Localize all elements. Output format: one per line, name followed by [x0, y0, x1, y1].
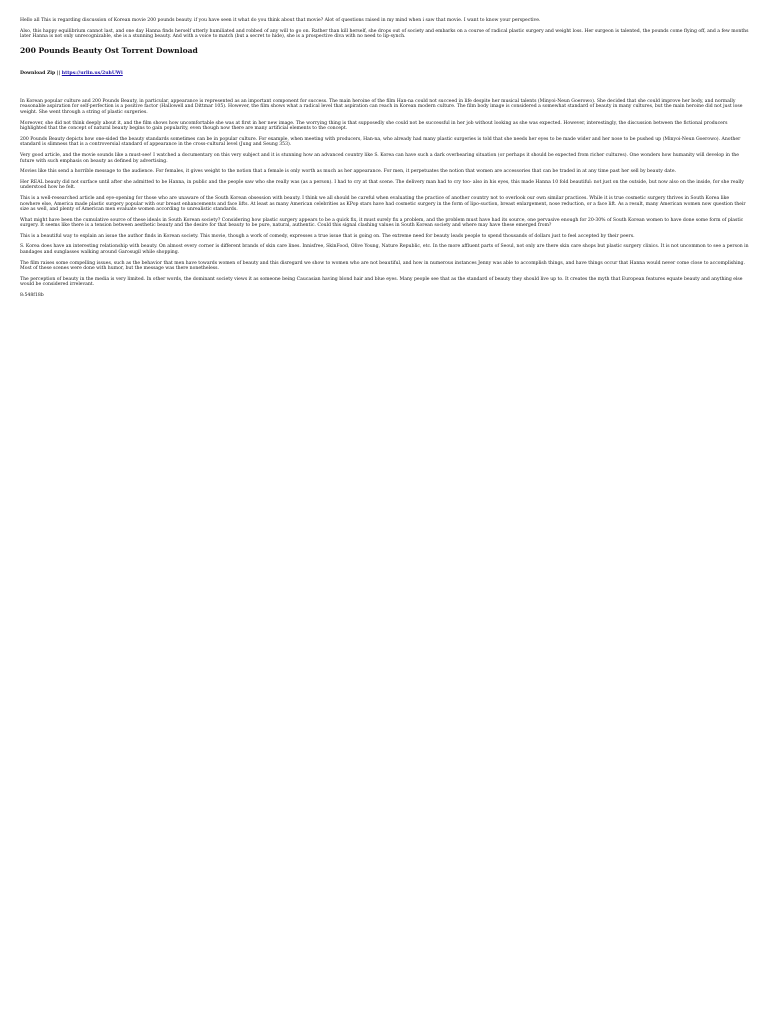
page-title: 200 Pounds Beauty Ost Torrent Download: [20, 45, 198, 55]
article-paragraph-1: In Korean popular culture and 200 Pounds Beauty, in particular, appearance is represented as an important component for success. The main heroine of the film Han-na could not succeed in life despite her musical talents (Minyoi-Neun Goerowo). She decided that she could improve her body, and normally reasonable aspiration for self-perfection is a positive factor (Hallowell and Dittmar 105). However, the film shows what a radical level that aspiration can reach in Korean modern culture. The film body image is considered a somewhat standard of beauty in many cultures, but the main heroine did not just lose weight. She went through a string of plastic surgeries.: [20, 98, 743, 115]
article-paragraph-10: S. Korea does have an interesting relationship with beauty. On almost every corner is different brands of skin care lines. Innisfree, SkinFood, Olive Young, Nature Republic, etc. In the more affluent parts of Seoul, not only are there skin care shops but plastic surgery clinics. It is not uncommon to see a person in bandages and sunglasses walking around Garosugil while shopping.: [20, 244, 749, 256]
article-paragraph-3: 200 Pounds Beauty depicts how one-sided the beauty standards sometimes can be in popular culture. For example, when meeting with producers, Han-na, who already had many plastic surgeries is told that she needs her eyes to be made wider and her nose to be pushed up (Minyoi-Neun Goerowo). Another standard is slimness that is a controversial standard of appearance in the cross-cultural level (Jung and Seung 353).: [20, 136, 741, 148]
download-line: [20, 71, 750, 77]
article-paragraph-5: Movies like this send a horrible message to the audience. For females, it gives weight to the notion that a female is only worth as much as her appearance. For men, it perpetuates the notion that women are accessories that can be traded in at any time past her sell by beauty date.: [20, 169, 677, 175]
article-paragraph-6: Her REAL beauty did not surface until after she admitted to be Hanna, in public and the people saw who she really was (as a person). I had to cry at that scene. The delivery man had to cry too- also in his eyes, this made Hanna 10 fold beautiful: not just on the outside, but now also on the inside, for she really understood how he felt.: [20, 179, 744, 191]
download-separator: ||: [55, 70, 62, 76]
article-body: [20, 99, 750, 288]
article-paragraph-4: Very good article, and the movie sounds like a must-see! I watched a documentary on this very subject and it is stunning how an advanced country like S. Korea can have such a dark overbearing situation (or perhaps it should be expected from richer cultures). One wonders how humanity will develop in the future with such emphasis on beauty as defined by advertising.: [20, 152, 739, 164]
intro-paragraph-1: Hello all This is regarding discussion of Korean movie 200 pounds beauty. if you have seen it what do you think about that movie? Alot of questions raised in my mind when i saw that movie. I want to know your perspective.: [20, 18, 541, 23]
article-paragraph-11: The film raises some compelling issues, such as the behavior that men have towards women of beauty and this disregard we show to women who are not beautiful, and how in numerous instances Jenny was able to accomplish things, and have things occur that Hanna would never come close to accomplishing. Most of these scenes were done with humor, but the message was there nonetheless.: [20, 260, 745, 272]
article-paragraph-7: This is a well-researched article and eye-opening for those who are unaware of the South Korean obsession with beauty. I think we all should be careful when evaluating the practice of another country not to overlook our own similar practices. While it is true cosmetic surgery thrives in South Korea like nowhere else, America made plastic surgery popular with our breast enhancements and face lifts. At least as many American celebrities as KPop stars have had cosmetic surgery in the form of lipo-suction, breast enlargement, nose reduction, or a face lift. As a result, many American women now question their size as well, and plenty of American men evaluate women according to unrealistic standards.: [20, 195, 746, 213]
article-paragraph-9: This is a beautiful way to explain an issue the author finds in Korean society. This movie, though a work of comedy, expresses a true issue that is going on. The extreme need for beauty leads people to spend thousands of dollars just to feel accepted by their peers.: [20, 233, 635, 239]
footer-code: 8:548f18b: [20, 293, 44, 299]
intro-paragraph-2: Also, this happy equilibrium cannot last, and one day Hanna finds herself utterly humiliated and robbed of any will to go on. Rather than kill herself, she drops out of society and embarks on a course of radical plastic surgery and weight loss. Her surgeon is talented, the pounds come flying off, and a few months later Hanna is not only unrecognizable, she is a stunning beauty. And with a voice to match (but a secret to hide), she is a prospective diva with no need to lip-synch.: [20, 28, 749, 40]
article-paragraph-12: The perception of beauty in the media is very limited. In other words, the dominant society views it as someone being Caucasian having blond hair and blue eyes. Many people see that as the standard of beauty they should live up to. It creates the myth that European features equate beauty and anything else would be considered irrelevant.: [20, 276, 743, 288]
article-paragraph-8: What might have been the cumulative source of these ideals in South Korean society? Considering how plastic surgery appears to be a quick fix, it must surely fix a problem, and the problem must have had its source, one pervasive enough for 20-30% of South Korean women to have done some form of plastic surgery. It seems like there is a tension between aesthetic beauty and the desire for that beauty to be pure, natural, authentic. Could this signal clashing values in South Korean society and where may have these emerged from?: [20, 217, 744, 229]
download-link[interactable]: https://urlin.us/2uhUWi: [61, 70, 123, 76]
download-label: Download Zip: [20, 70, 56, 76]
document-page: [0, 0, 770, 299]
article-paragraph-2: Moreover, she did not think deeply about it, and the film shows how uncomfortable she was at first in her new image. The worrying thing is that supposedly she could not be successful in her job without looking as she was expected. However, interestingly, the discussion between the fictional producers highlighted that the concept of natural beauty begins to gain popularity, even though now there are many artificial elements to the concept.: [20, 120, 728, 132]
